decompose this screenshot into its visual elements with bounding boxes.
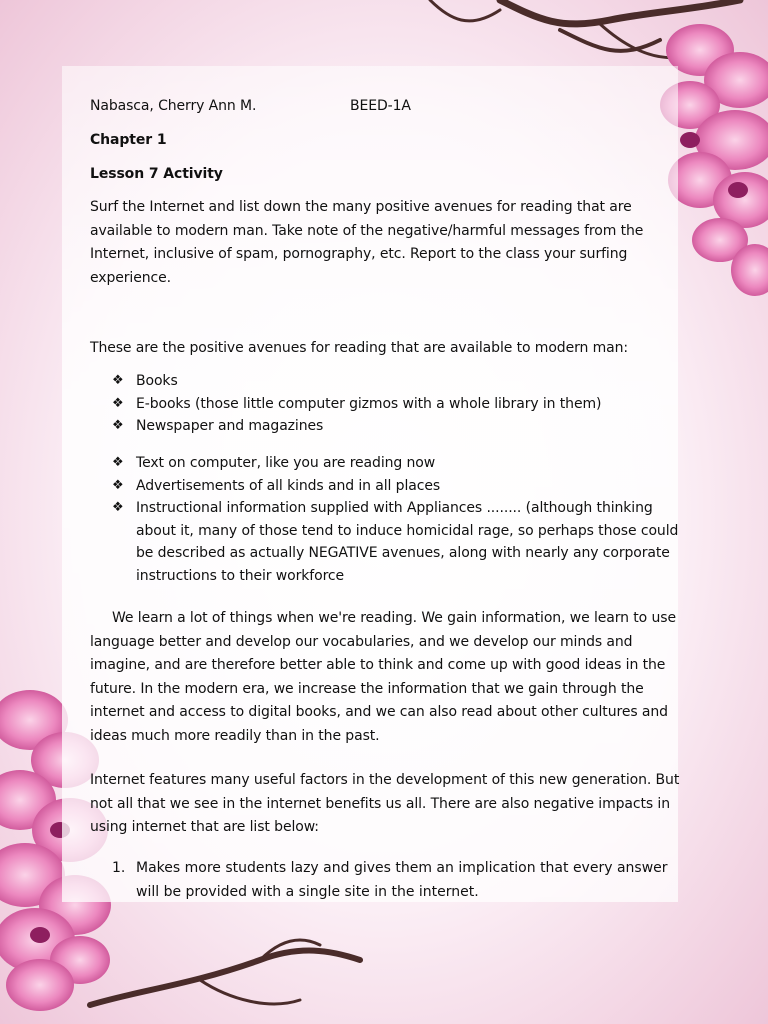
lesson-title: Lesson 7 Activity bbox=[90, 166, 223, 182]
header-line bbox=[90, 95, 680, 119]
diamond-bullet-icon: ❖ bbox=[112, 500, 124, 515]
list-item: ❖ Books bbox=[112, 370, 680, 393]
positive-intro: These are the positive avenues for reading that are available to modern man: bbox=[90, 340, 629, 356]
list-item: ❖ Newspaper and magazines bbox=[112, 415, 680, 438]
list-number: 1. bbox=[112, 860, 126, 876]
diamond-bullet-icon: ❖ bbox=[112, 455, 124, 470]
positive-list-a bbox=[112, 370, 680, 438]
positive-list-b bbox=[112, 452, 680, 587]
diamond-bullet-icon: ❖ bbox=[112, 395, 124, 411]
list-item: ❖ Instructional information supplied with Appliances ........ (although thinking about it, many of those tend to induce homicidal rage, so perhaps those could be described as actually NEGATIVE avenues, along with nearly any corporate instructions to their workforce bbox=[112, 497, 680, 587]
list-item: 1. Makes more students lazy and gives them an implication that every answer will be provided with a single site in the internet. bbox=[112, 857, 680, 904]
diamond-bullet-icon: ❖ bbox=[112, 373, 124, 388]
list-item: ❖ Text on computer, like you are reading now bbox=[112, 452, 680, 475]
list-item: ❖ E-books (those little computer gizmos with a whole library in them) bbox=[112, 393, 680, 416]
reading-paragraph: We learn a lot of things when we're reading. We gain information, we learn to use language better and develop our vocabularies, and we develop our minds and imagine, and are therefore better able to think and come up with good ideas in the future. In the modern era, we increase the information that we gain through the internet and access to digital books, and we can also read about other cultures and ideas much more readily than in the past. bbox=[90, 610, 676, 744]
course-code: BEED-1A bbox=[350, 98, 411, 114]
internet-paragraph: Internet features many useful factors in the development of this new generation. But not all that we see in the internet benefits us all. There are also negative impacts in using internet that are list below: bbox=[90, 772, 680, 835]
list-item: ❖ Advertisements of all kinds and in all places bbox=[112, 475, 680, 498]
diamond-bullet-icon: ❖ bbox=[112, 477, 124, 493]
negative-list bbox=[112, 857, 680, 904]
bottom-branch-icon bbox=[90, 940, 360, 1005]
student-name: Nabasca, Cherry Ann M. bbox=[90, 98, 257, 114]
chapter-title: Chapter 1 bbox=[90, 132, 167, 148]
instructions-paragraph: Surf the Internet and list down the many positive avenues for reading that are available to modern man. Take note of the negative/harmful messages from the Internet, inclusive of spam, pornography, etc. Report to the class your surfing experience. bbox=[90, 199, 644, 286]
diamond-bullet-icon: ❖ bbox=[112, 418, 124, 433]
